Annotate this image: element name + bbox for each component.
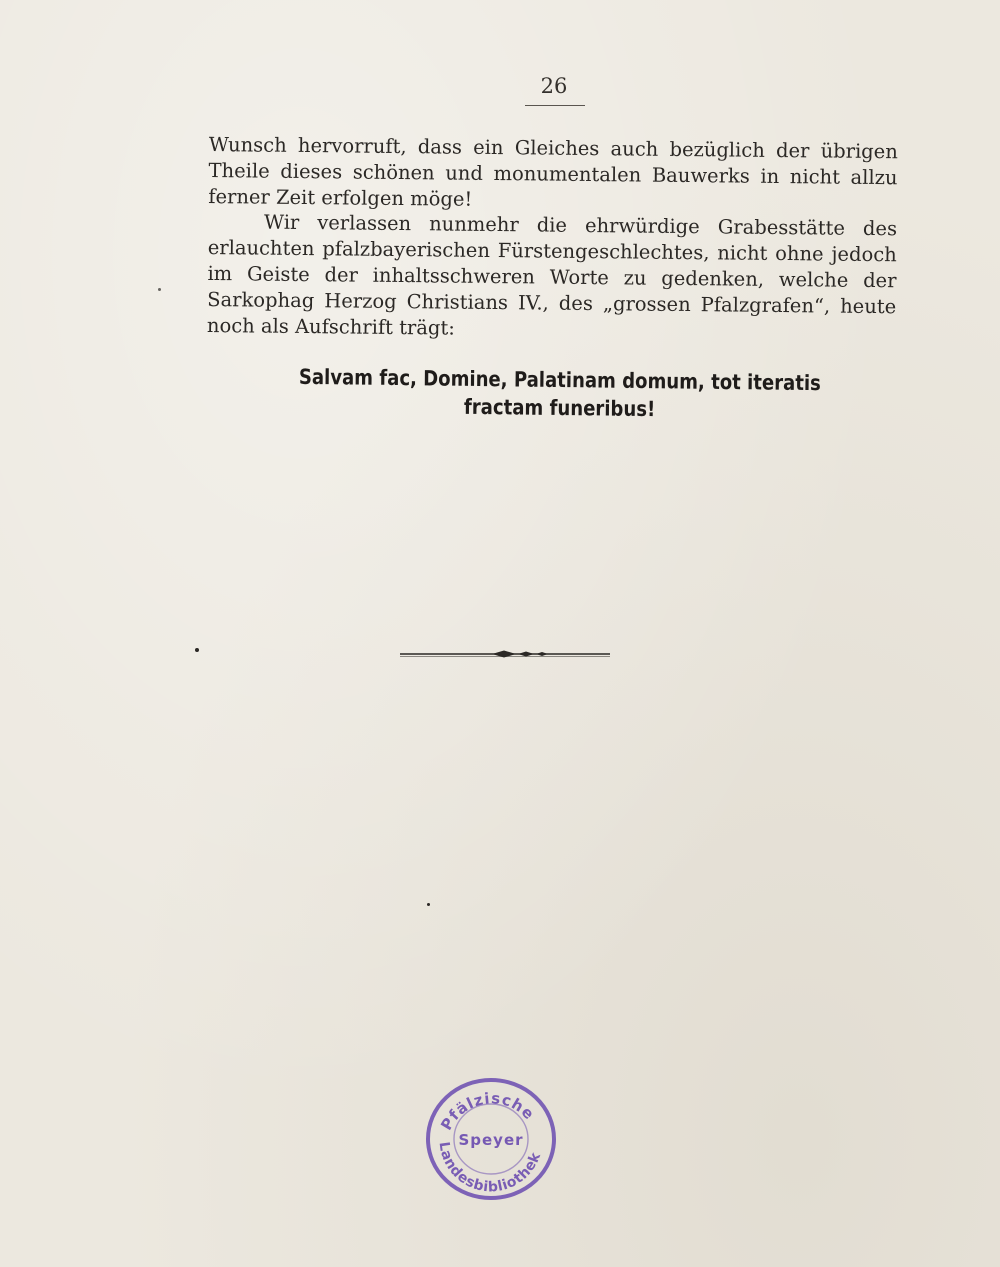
page-number: 26 [540, 74, 568, 98]
library-stamp [424, 1076, 558, 1202]
inscription-line-2: fractam funeribus! [463, 394, 656, 422]
paragraph-2: Wir verlassen nunmehr die ehrwürdige Grabesstätte des erlauchten pfalzbayerischen Fürstengeschlechtes, nicht ohne jedoch im Geiste der inhaltsschweren Worte zu gedenken, welche der Sarkophag Herzog Christians IV., des „grossen Pfalzgrafen“, heute noch als Aufschrift trägt: [206, 210, 898, 340]
ink-speck [195, 648, 199, 652]
sarcophagus-inscription [293, 363, 827, 425]
stamp-top-text: Pfälzische [437, 1089, 539, 1134]
paragraph-1: Wunsch hervorruft, dass ein Gleiches auch bezüglich der übrigen Theile dieses schönen und monumentalen Bauwerks in nicht allzu ferner Zeit erfolgen möge! [208, 132, 898, 211]
ink-speck [158, 288, 161, 291]
body-text [207, 132, 898, 346]
page-number-underline [525, 105, 585, 106]
closing-rule-ornament-icon [400, 647, 610, 661]
stamp-bottom-text: Landesbibliothek [435, 1140, 545, 1196]
ink-speck [427, 903, 430, 906]
inscription-line-1: Salvam fac, Domine, Palatinam domum, tot iteratis [298, 364, 821, 396]
stamp-center-text: Speyer [458, 1131, 524, 1149]
svg-text:Pfälzische [437, 1089, 538, 1133]
